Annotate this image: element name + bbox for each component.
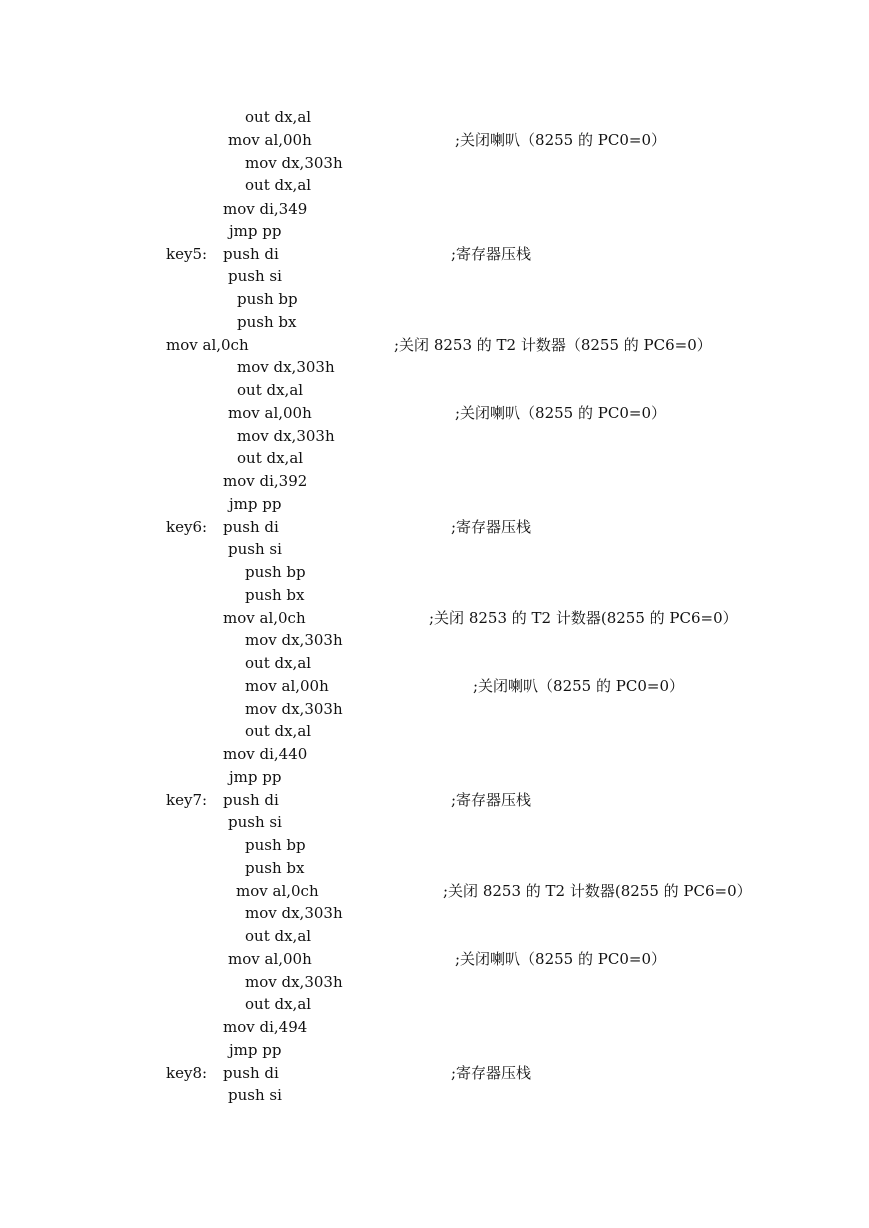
code-line: mov al,00h [228,131,312,149]
code-line: out dx,al [245,176,312,194]
code-line: mov al,00h [228,404,312,422]
code-comment: ;关闭喇叭（8255 的 PC0=0） [455,404,666,422]
code-line: mov di,494 [223,1018,308,1036]
code-line: mov di,392 [223,472,308,490]
code-line: push bx [237,313,297,331]
code-line: out dx,al [245,722,312,740]
code-line: jmp pp [229,1041,282,1059]
code-line: push si [228,1086,282,1104]
code-line: mov di,440 [223,745,308,763]
code-line: mov al,0ch [236,882,319,900]
code-line: push di [223,518,279,536]
code-comment: ;关闭 8253 的 T2 计数器(8255 的 PC6=0） [429,609,738,627]
code-line: mov dx,303h [245,154,343,172]
code-line: out dx,al [245,654,312,672]
code-line: push bx [245,586,305,604]
code-label: key8: [166,1064,208,1082]
code-line: jmp pp [229,222,282,240]
code-comment: ;寄存器压栈 [451,1064,532,1082]
code-line: mov al,0ch [166,336,249,354]
code-line: jmp pp [229,768,282,786]
code-line: push bp [245,563,306,581]
code-comment: ;关闭喇叭（8255 的 PC0=0） [455,131,666,149]
code-comment: ;寄存器压栈 [451,518,532,536]
code-comment: ;关闭 8253 的 T2 计数器（8255 的 PC6=0） [394,336,712,354]
code-line: out dx,al [245,995,312,1013]
code-comment: ;寄存器压栈 [451,791,532,809]
code-comment: ;关闭喇叭（8255 的 PC0=0） [473,677,684,695]
code-line: mov dx,303h [237,358,335,376]
code-line: mov al,0ch [223,609,306,627]
code-line: out dx,al [245,927,312,945]
code-line: push bx [245,859,305,877]
code-line: push si [228,267,282,285]
code-label: key6: [166,518,208,536]
code-line: mov al,00h [228,950,312,968]
code-line: mov dx,303h [245,700,343,718]
code-line: push si [228,813,282,831]
code-line: mov dx,303h [245,973,343,991]
code-comment: ;关闭喇叭（8255 的 PC0=0） [455,950,666,968]
code-line: push bp [237,290,298,308]
code-comment: ;关闭 8253 的 T2 计数器(8255 的 PC6=0） [443,882,752,900]
code-line: out dx,al [245,108,312,126]
code-line: mov dx,303h [237,427,335,445]
code-label: key5: [166,245,208,263]
code-label: key7: [166,791,208,809]
code-line: mov dx,303h [245,904,343,922]
code-line: out dx,al [237,449,304,467]
code-line: push di [223,791,279,809]
code-line: push di [223,1064,279,1082]
code-line: push bp [245,836,306,854]
code-line: out dx,al [237,381,304,399]
code-line: mov di,349 [223,200,308,218]
code-line: mov al,00h [245,677,329,695]
code-line: push si [228,540,282,558]
code-comment: ;寄存器压栈 [451,245,532,263]
code-line: mov dx,303h [245,631,343,649]
code-line: push di [223,245,279,263]
code-line: jmp pp [229,495,282,513]
